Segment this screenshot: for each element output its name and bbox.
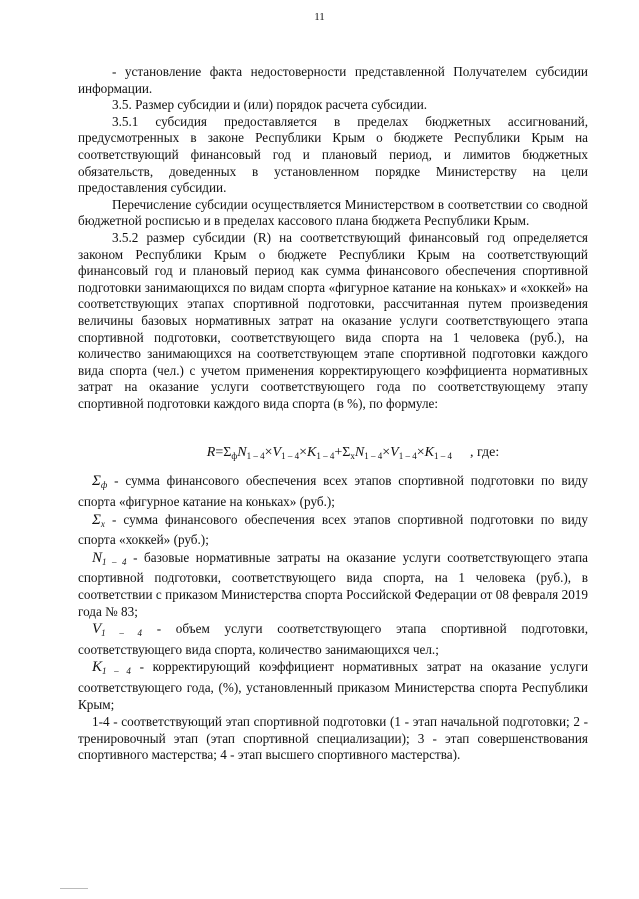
formula-lhs: R — [206, 445, 216, 461]
symbol-sigma-f: $\Sigma_ф$ — [92, 473, 108, 491]
formula-n1-sub: 1 – 4 — [246, 451, 265, 462]
formula-where: , где: — [469, 445, 500, 461]
formula-v1-sub: 1 – 4 — [281, 451, 300, 462]
definition-sigma-x — [78, 512, 588, 549]
formula-k1-sub: 1 – 4 — [316, 451, 335, 462]
symbol-v: $V_{1 - 4}$ — [92, 621, 142, 639]
formula-sigma-f-sub: ф — [231, 451, 238, 462]
formula-n1: N — [237, 445, 247, 461]
definition-k-text: - корректирующий коэффициент нормативных затрат на оказание услуги соответствующего года, (%), установленный приказом Министерства спорта Республики Крым; — [78, 659, 589, 712]
definition-v — [78, 621, 588, 658]
formula-times-3: × — [382, 445, 391, 461]
symbol-k: $K_{1 - 4}$ — [92, 659, 131, 677]
paragraph-3-5-2: 3.5.2 размер субсидии (R) на соответствующий финансовый год определяется законом Республики Крым о бюджете Республики Крым на соответствующий финансовый год и плановый период как сумма финансового обеспечения спортивной подготовки занимающихся по видам спорта «фигурное катание на коньках» и «хоккей» на соответствующих этапах спортивной подготовки, рассчитанная путем произведения величины базовых нормативных затрат на оказание услуги соответствующего этапа спортивной подготовки, соответствующего вида спорта на 1 человека (руб.), на количество занимающихся на соответствующем этапе спортивной подготовки каждого вида спорта (чел.) с учетом применения корректирующего коэффициента нормативных затрат на оказание услуги соответствующего года по соответствующему этапу спортивной подготовки каждого вида спорта (в %), по формуле: — [78, 229, 588, 411]
definition-sigma-f-text: - сумма финансового обеспечения всех этапов спортивной подготовки по виду спорта «фигурное катание на коньках» (руб.); — [78, 473, 588, 510]
symbol-n: $N_{1 - 4}$ — [92, 549, 127, 567]
formula-sigma-x-sub: х — [350, 451, 355, 462]
formula-sigma-f: Σ — [223, 445, 232, 461]
formula-k2-sub: 1 – 4 — [433, 451, 452, 462]
definition-v-text: - объем услуги соответствующего этапа спортивной подготовки, соответствующего вида спорта, количество занимающихся чел.; — [78, 621, 588, 657]
paragraph-3-5-1: 3.5.1 субсидия предоставляется в пределах бюджетных ассигнований, предусмотренных в законе Республики Крым о бюджете Республики Крым на соответствующий финансовый год и плановый период, и лимитов бюджетных обязательств, доведенных в установленном порядке Министерству на цели предоставления субсидии. — [78, 113, 588, 196]
formula-v2: V — [390, 445, 399, 461]
definition-n — [78, 550, 588, 620]
subsidy-formula — [118, 444, 588, 465]
paragraph-subsidy-size-heading: 3.5. Размер субсидии и (или) порядок расчета субсидии. — [112, 97, 428, 113]
definition-n-text: - базовые нормативные затраты на оказание услуги соответствующего этапа спортивной подготовки, соответствующего вида спорта, на 1 человека (руб.), в соответствии с приказом Министерства спорта Российской Федерации от 08 февраля 2019 года № 83; — [78, 549, 588, 619]
formula-k1: K — [306, 445, 317, 461]
definition-stages: 1-4 - соответствующий этап спортивной подготовки (1 - этап начальной подготовки; 2 - тренировочный этап (этап спортивной специализации); 3 - этап совершенствования спортивного мастерства; 4 - этап высшего спортивного мастерства). — [78, 714, 588, 763]
paragraph-unreliable-info: - установление факта недостоверности представленной Получателем субсидии информации. — [78, 64, 588, 96]
page-number: 11 — [314, 11, 325, 23]
paragraph-transfer: Перечисление субсидии осуществляется Министерством в соответствии со сводной бюджетной росписью и в пределах кассового плана бюджета Республики Крым. — [78, 196, 588, 229]
formula-n2-sub: 1 – 4 — [364, 451, 383, 462]
formula-v2-sub: 1 – 4 — [398, 451, 417, 462]
formula-n2: N — [354, 445, 365, 461]
footer-mark — [60, 888, 88, 889]
symbol-sigma-x: $\Sigma_х$ — [92, 511, 105, 529]
document-body — [78, 64, 588, 764]
formula-k2: K — [424, 445, 434, 461]
formula-plus: + — [334, 445, 343, 461]
formula-times-2: × — [299, 445, 307, 461]
formula-equals: = — [215, 445, 224, 461]
formula-v1: V — [272, 445, 282, 461]
formula-times-4: × — [416, 445, 425, 461]
definition-sigma-f — [78, 473, 588, 510]
formula-times-1: × — [264, 445, 273, 461]
definition-sigma-x-text: - сумма финансового обеспечения всех этапов спортивной подготовки по виду спорта «хоккей» (руб.); — [78, 511, 588, 548]
formula-sigma-x: Σ — [342, 445, 351, 461]
definition-k — [78, 659, 588, 713]
